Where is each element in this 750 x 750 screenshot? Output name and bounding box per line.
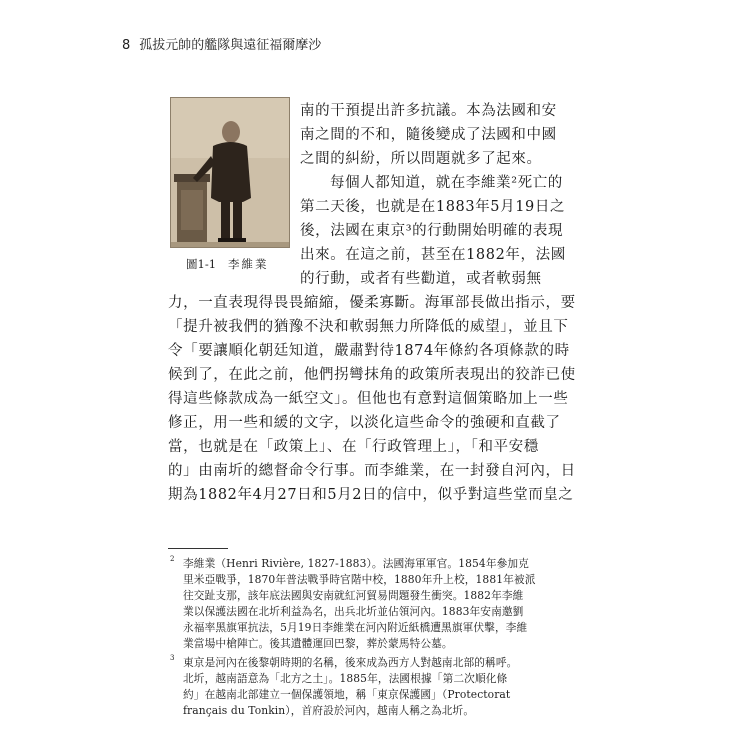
body-line: 修正，用一些和緩的文字，以淡化這些命令的強硬和直截了 [168, 415, 561, 431]
body-line: 之間的糾紛，所以問題就多了起來。 [300, 151, 542, 167]
body-line: 每個人都知道，就在李維業²死亡的 [330, 175, 563, 191]
figure-label: 圖1-1 [186, 257, 217, 271]
footnote-line: 約」在越南北部建立一個保護領地，稱「東京保護國」（Protectorat [183, 688, 511, 701]
book-title: 孤拔元帥的艦隊與遠征福爾摩沙 [139, 38, 322, 53]
footnote-line: 李維業（Henri Rivière, 1827-1883）。法國海軍軍官。1854年參加克 [183, 557, 529, 570]
footnote-line: 東京是河內在後黎朝時期的名稱，後來成為西方人對越南北部的稱呼。 [183, 656, 518, 669]
page-number: 8 [122, 38, 131, 53]
portrait-photo [170, 97, 290, 248]
footnote-line: 往交趾支那，該年底法國與安南就紅河貿易問題發生衝突。1882年李維 [183, 589, 524, 602]
footnote-line: 業以保護法國在北圻利益為名，出兵北圻並佔領河內。1883年安南邀劉 [183, 605, 524, 618]
footnote-number: 2 [170, 555, 175, 563]
body-line: 第二天後，也就是在1883年5月19日之 [300, 199, 566, 215]
body-line: 當，也就是在「政策上」、在「行政管理上」，「和平安穩 [168, 439, 539, 455]
footnote-line: 北圻，越南語意為「北方之土」。1885年，法國根據「第二次順化條 [183, 672, 508, 685]
body-line: 南之間的不和，隨後變成了法國和中國 [300, 127, 557, 143]
body-line: 出來。在這之前，甚至在1882年，法國 [300, 247, 566, 263]
body-line: 力，一直表現得畏畏縮縮，優柔寡斷。海軍部長做出指示，要 [168, 295, 576, 311]
body-line: 的」由南圻的總督命令行事。而李維業，在一封發自河內，日 [168, 463, 576, 479]
footnote-line: 業當場中槍陣亡。後其遺體運回巴黎，葬於蒙馬特公墓。 [183, 637, 453, 650]
body-line: 的行動，或者有些勸道，或者軟弱無 [300, 271, 542, 287]
portrait-illustration [171, 98, 289, 247]
footnote-line: 永福率黑旗軍抗法，5月19日李維業在河內附近紙橋遭黑旗軍伏擊，李維 [183, 621, 528, 634]
body-line: 令「要讓順化朝廷知道，嚴肅對待1874年條約各項條款的時 [168, 343, 570, 359]
footnote-number: 3 [170, 654, 175, 662]
footnote-line: français du Tonkin），首府設於河內，越南人稱之為北圻。 [183, 704, 475, 717]
body-line: 南的干預提出許多抗議。本為法國和安 [300, 103, 557, 119]
footnote-line: 里米亞戰爭，1870年普法戰爭時官階中校，1880年升上校，1881年被派 [183, 573, 536, 586]
footnote-separator [168, 548, 228, 549]
body-line: 「提升被我們的猶豫不決和軟弱無力所降低的威望」，並且下 [168, 319, 569, 335]
body-line: 得這些條款成為一紙空文」。但他也有意對這個策略加上一些 [168, 391, 569, 407]
running-header [122, 34, 321, 53]
figure-caption [186, 256, 269, 272]
body-line: 候到了，在此之前，他們拐彎抹角的政策所表現出的狡詐已使 [168, 367, 576, 383]
figure-caption-text: 李維業 [228, 257, 269, 271]
body-line: 期為1882年4月27日和5月2日的信中，似乎對這些堂而皇之 [168, 487, 574, 503]
body-line: 後，法國在東京³的行動開始明確的表現 [300, 223, 564, 239]
